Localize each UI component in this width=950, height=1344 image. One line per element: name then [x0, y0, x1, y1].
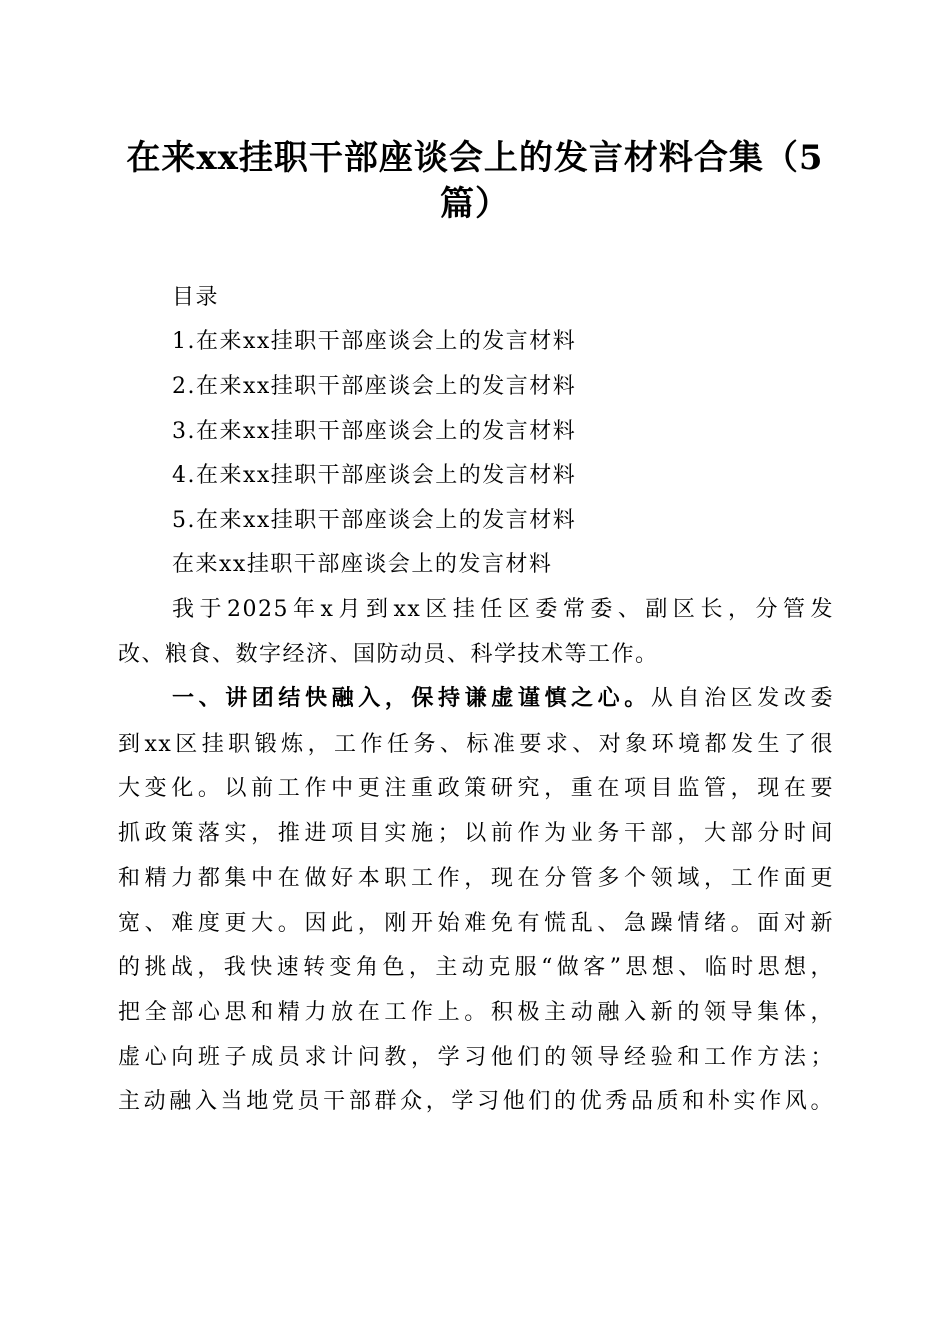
paragraph2-line-9: 虚心向班子成员求计问教，学习他们的领导经验和工作方法；: [118, 1045, 834, 1070]
paragraph2-line-8: 把全部心思和精力放在工作上。积极主动融入新的领导集体，: [118, 1000, 834, 1025]
paragraph1-line-2: 改、粮食、数字经济、国防动员、科学技术等工作。: [118, 642, 659, 667]
toc-item-3[interactable]: 3.在来xx挂职干部座谈会上的发言材料: [172, 419, 577, 444]
paragraph1-line-1: [172, 595, 834, 625]
toc-item-5[interactable]: 5.在来xx挂职干部座谈会上的发言材料: [172, 508, 577, 533]
paragraph2-line-10: 主动融入当地党员干部群众，学习他们的优秀品质和朴实作风。: [118, 1089, 834, 1114]
paragraph2-line-3: 大变化。以前工作中更注重政策研究，重在项目监管，现在要: [118, 776, 834, 801]
paragraph2-line-6: 宽、难度更大。因此，刚开始难免有慌乱、急躁情绪。面对新: [118, 911, 834, 936]
document-title: 在来xx挂职干部座谈会上的发言材料合集（5篇）: [126, 138, 824, 224]
toc-item-1[interactable]: 1.在来xx挂职干部座谈会上的发言材料: [172, 329, 577, 354]
paragraph2-line-2: 到xx区挂职锻炼，工作任务、标准要求、对象环境都发生了很: [118, 732, 834, 757]
paragraph2-line-5: 和精力都集中在做好本职工作，现在分管多个领域，工作面更: [118, 866, 834, 891]
paragraph2-line-4: 抓政策落实，推进项目实施；以前作为业务干部，大部分时间: [118, 821, 834, 846]
toc-item-4[interactable]: 4.在来xx挂职干部座谈会上的发言材料: [172, 463, 577, 488]
toc-item-2[interactable]: 2.在来xx挂职干部座谈会上的发言材料: [172, 374, 577, 399]
section-title: 在来xx挂职干部座谈会上的发言材料: [172, 552, 553, 577]
paragraph2-lead: 一、讲团结快融入，保持谦虚谨慎之心。: [172, 686, 651, 711]
paragraph1-text-1: 我于2025年x月到xx区挂任区委常委、副区长，分管发: [172, 597, 834, 622]
paragraph2-first-line-rest: 从自治区发改委: [650, 686, 834, 711]
toc-heading: 目录: [172, 285, 220, 310]
paragraph2-line-7: 的挑战，我快速转变角色，主动克服“做客”思想、临时思想，: [118, 955, 834, 980]
paragraph2-line-1: [172, 684, 834, 714]
